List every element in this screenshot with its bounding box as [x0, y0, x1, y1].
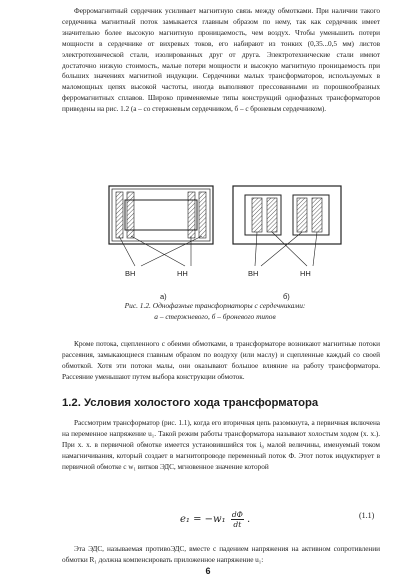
right-hv-label: ВН: [248, 269, 259, 278]
paragraph-intro: Ферромагнитный сердечник усиливает магнитную связь между обмотками. При наличии такого сердечника магнитный поток замыкается главным образом по нему, так как сердечник имеет значительно более высокую магнитную проницаемость, чем воздух. Чтобы уменьшить потери мощности в сердечнике от вихревых токов, его набирают из тонких (0,35...0,5 мм) листов электротехнической стали, изолированных друг от друга. Электротехнические стали имеют достаточно низкую стоимость, малые потери мощности и высокую магнитную проницаемость при больших значениях магнитной индукции. Сердечники малых трансформаторов, используемых в маломощных цепях высокой частоты, иногда выполняют прессованными из порошкообразных ферромагнитных сплавов. Широко применяемые типы конструкций однофазных трансформаторов приведены на рис. 1.2 (а – со стержневым сердечником, б – с броневым сердечником).: [62, 6, 380, 114]
shell-type-transformer-diagram: [227, 178, 347, 278]
formula-fraction: [231, 510, 244, 529]
formula-tail: .: [247, 514, 251, 525]
figure-caption-line-2: а – стержневого, б – броневого типов: [154, 311, 276, 321]
figure-letter-a: а): [160, 292, 167, 301]
figure-caption: [60, 301, 370, 322]
formula-denominator: dt: [233, 520, 242, 529]
page-number: 6: [205, 566, 211, 576]
figure-caption-line-1: Рис. 1.2. Однофазные трансформаторы с сердечниками:: [124, 301, 306, 310]
figure-1-2: [0, 178, 416, 318]
formula-lhs: e₁ = −w₁: [180, 514, 226, 525]
formula-numerator: dФ: [231, 510, 243, 519]
left-hv-label: ВН: [125, 269, 136, 278]
paragraph-back-emf: Эта ЭДС, называемая противоЭДС, вместе с падением напряжения на активном сопротивлении обмотки R₁ должна компенсировать приложенное напряжение u₁:: [62, 544, 380, 564]
section-title: 1.2. Условия холостого хода трансформатора: [62, 397, 319, 409]
paragraph-no-load: Рассмотрим трансформатор (рис. 1.1), когда его вторичная цепь разомкнута, а первичная включена на переменное напряжение u₁. Такой режим работы трансформатора называют холостым ходом (х. х.). При х. х. в первичной обмотке имеется установившийся ток i₀ малой величины, именуемый током намагничивания, который создает в магнитопроводе переменный поток Ф. Этот поток индуктирует в первичной обмотке с w₁ витков ЭДС, мгновенное значение которой: [62, 418, 380, 471]
right-lv-label: НН: [300, 269, 311, 278]
core-type-transformer-diagram: [105, 178, 225, 278]
formula-1-1: [180, 510, 250, 529]
left-lv-label: НН: [177, 269, 188, 278]
figure-letter-b: б): [283, 292, 290, 301]
equation-number: (1.1): [359, 511, 375, 520]
paragraph-leakage: Кроме потока, сцепленного с обеими обмотками, в трансформаторе возникают магнитные потоки рассеяния, замыкающиеся главным образом по воздуху (или маслу) и сцепленные каждый со своей обмоткой. Хотя эти потоки малы, они оказывают большое влияние на работу трансформатора. Рассеяние уменьшают путем выбора конструкции обмоток.: [62, 339, 380, 381]
